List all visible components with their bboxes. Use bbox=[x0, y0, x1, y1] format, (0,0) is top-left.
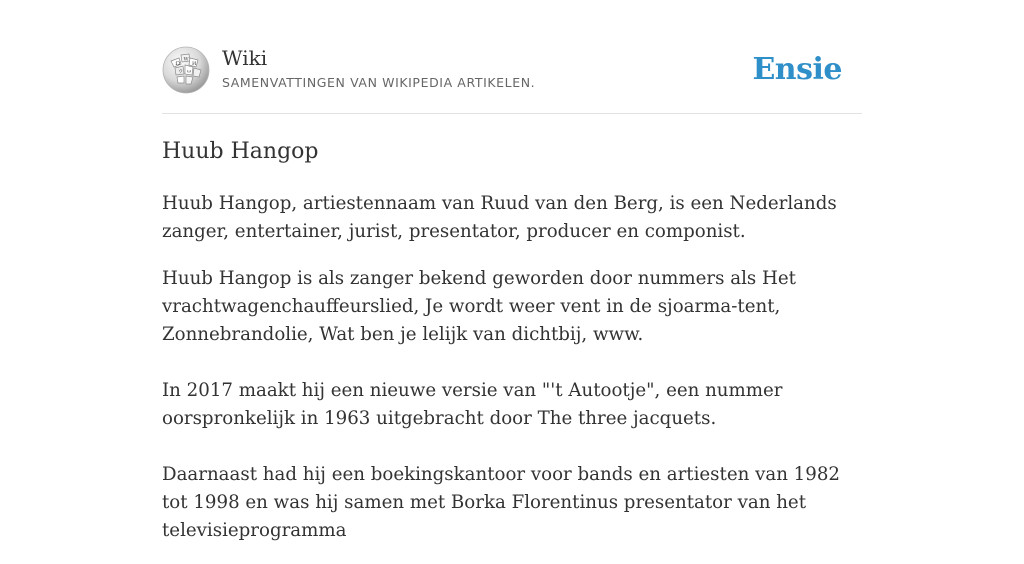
article-intro: Huub Hangop, artiestennaam van Ruud van den Berg, is een Nederlands zanger, entertainer, jurist, presentator, producer en componist. bbox=[162, 193, 837, 242]
svg-text:Ω: Ω bbox=[175, 61, 181, 67]
wikipedia-globe-icon[interactable] bbox=[162, 46, 210, 94]
site-title[interactable]: Wiki bbox=[222, 46, 268, 70]
page bbox=[162, 0, 862, 541]
article-paragraph-text: Daarnaast had hij een boekingskantoor voor bands en artiesten van 1982 tot 1998 en was hij samen met Borka Florentinus presentator van het televisieprogramma bbox=[162, 464, 840, 541]
svg-text:ウ: ウ bbox=[178, 69, 184, 75]
article-body bbox=[162, 190, 862, 564]
ensie-logo-link[interactable]: Ensie bbox=[752, 52, 842, 87]
site-tagline: SAMENVATTINGEN VAN WIKIPEDIA ARTIKELEN. bbox=[222, 75, 536, 90]
article-paragraph bbox=[162, 265, 862, 545]
article-title: Huub Hangop bbox=[162, 139, 319, 164]
article-paragraph-text: Huub Hangop is als zanger bekend geworden door nummers als Het vrachtwagenchauffeurslied, Je wordt weer vent in de sjoarma-tent, Zonnebrandolie, Wat ben je lelijk van dichtbij, www. bbox=[162, 268, 796, 345]
svg-text:W: W bbox=[183, 56, 189, 63]
site-header bbox=[162, 0, 862, 114]
article-paragraph-text: In 2017 maakt hij een nieuwe versie van "'t Autootje", een nummer oorspronkelijk in 1963 uitgebracht door The three jacquets. bbox=[162, 380, 783, 429]
svg-text:ω: ω bbox=[187, 68, 192, 75]
svg-text:И: И bbox=[192, 61, 197, 67]
